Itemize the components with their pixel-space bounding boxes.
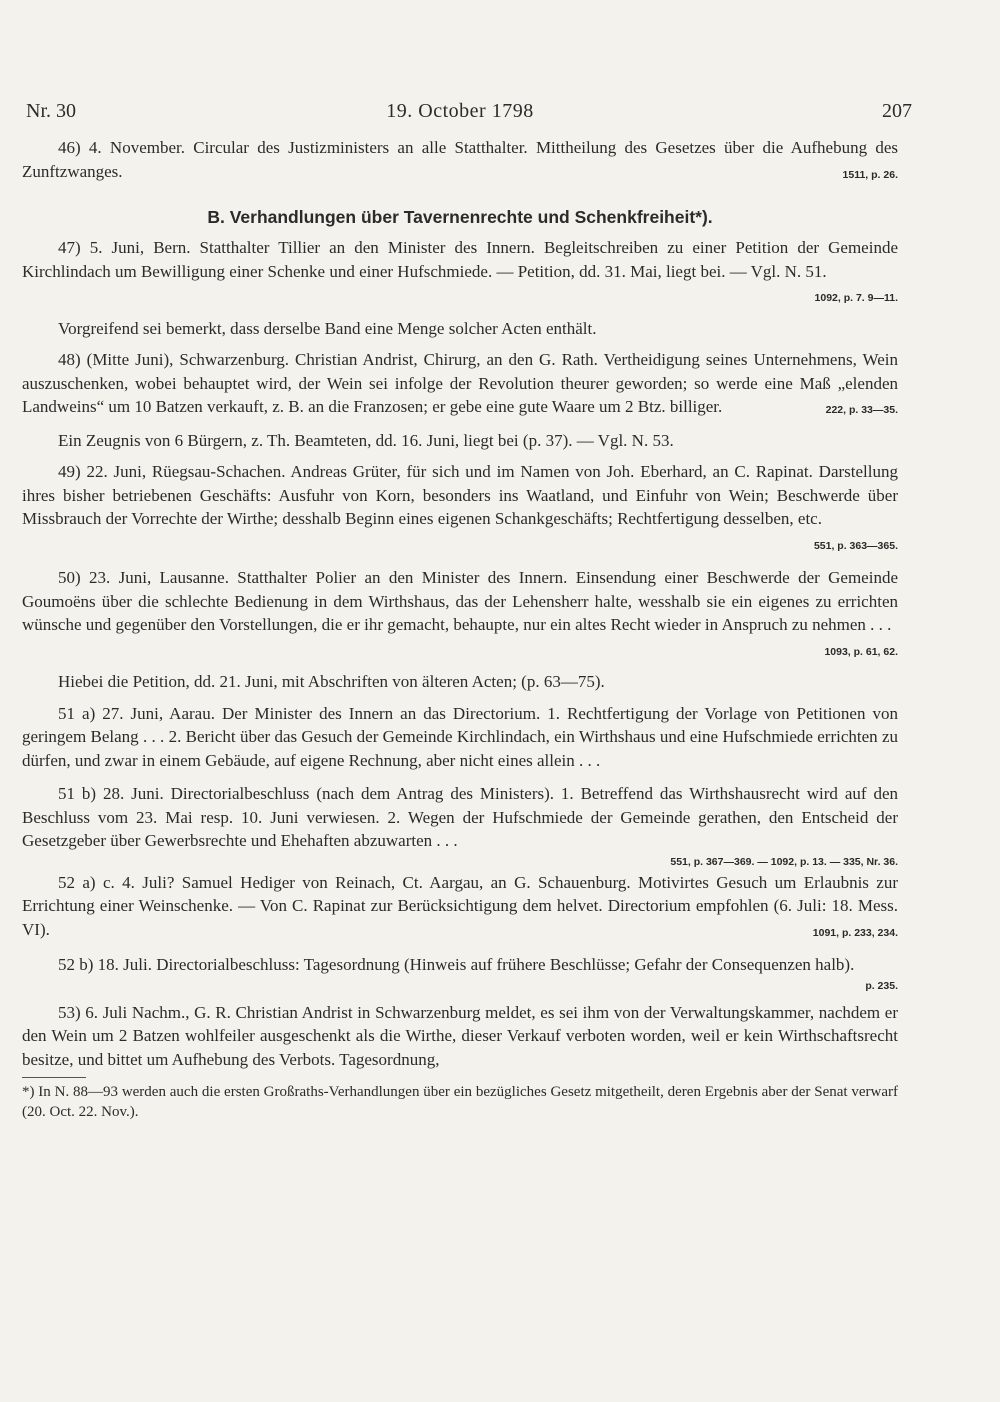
- entry-52b: 52 b) 18. Juli. Directorialbeschluss: Tagesordnung (Hinweis auf frühere Beschlüsse; Gefahr der Consequenzen halb).: [58, 955, 855, 974]
- archive-reference: 551, p. 367—369. — 1092, p. 13. — 335, Nr. 36.: [670, 855, 898, 868]
- entry-50: 50) 23. Juni, Lausanne. Statthalter Polier an den Minister des Innern. Einsendung einer Beschwerde der Gemeinde Goumoëns über die schlechte Bedienung in dem Wirthshaus, das der Lehensherr halte, wesshalb sie ein eigenes zu errichten wünsche und gegenüber den Vorstellungen, die er ihr gemacht, behaupte, nur ein altes Recht wieder in Anspruch zu nehmen . . . 1093, p. 61, 62.: [22, 566, 898, 664]
- archive-reference: 1091, p. 233, 234.: [812, 926, 898, 939]
- entry-51a: 51 a) 27. Juni, Aarau. Der Minister des Innern an das Directorium. 1. Rechtfertigung der Vorlage von Petitionen von geringem Belang . . . 2. Bericht über das Gesuch der Gemeinde Kirchlindach, ein Wirthshaus und eine Hufschmiede errichten zu dürfen, und zwar in einem Gebäude, auf eigene Rechnung, aber nicht eines allein . . .: [22, 703, 898, 770]
- entry-note: Vorgreifend sei bemerkt, dass derselbe Band eine Menge solcher Acten enthält.: [58, 318, 597, 338]
- entry-52a: 52 a) c. 4. Juli? Samuel Hediger von Reinach, Ct. Aargau, an G. Schauenburg. Motivirtes Gesuch um Erlaubnis zur Errichtung einer Weinschenke. — Von C. Rapinat zur Berücksichtigung dem helvet. Directorium empfohlen (6. Juli: 18. Mess. VI). 1091, p. 233, 234.: [22, 871, 898, 946]
- entry-46: 46) 4. November. Circular des Justizministers an alle Statthalter. Mittheilung des Gesetzes über die Aufhebung des Zunftzwanges. 1511, p. 26.: [22, 136, 898, 187]
- document-page: [22, 100, 912, 1122]
- entry-note: Hiebei die Petition, dd. 21. Juni, mit Abschriften von älteren Acten; (p. 63—75).: [58, 672, 605, 691]
- entry-note: Ein Zeugnis von 6 Bürgern, z. Th. Beamteten, dd. 16. Juni, liegt bei (p. 37). — Vgl. N. 53.: [58, 430, 674, 450]
- entry-49: 49) 22. Juni, Rüegsau-Schachen. Andreas Grüter, für sich und im Namen von Joh. Eberhard, an C. Rapinat. Darstellung ihres bisher betriebenen Geschäfts: Ausfuhr von Korn, besonders ins Waatland, und Einfuhr von Wein; Beschwerde über Missbrauch der Vorrechte der Wirthe; desshalb Beginn eines eigenen Schankgeschäfts; Rechtfertigung desselben, etc. 551, p. 363—365.: [22, 460, 898, 558]
- page-header: [22, 100, 912, 130]
- archive-reference: 1092, p. 7. 9—11.: [814, 292, 898, 304]
- footnote-divider: [22, 1077, 86, 1078]
- archive-reference: 551, p. 363—365.: [813, 539, 898, 552]
- section-title: B. Verhandlungen über Tavernenrechte und Schenkfreiheit*).: [207, 207, 713, 227]
- document-date: 19. October 1798: [386, 100, 534, 122]
- footnote: *) In N. 88—93 werden auch die ersten Großraths-Verhandlungen über ein bezügliches Gesetz mitgetheilt, deren Ergebnis aber der Senat verwarf (20. Oct. 22. Nov.).: [22, 1084, 898, 1120]
- archive-reference: p. 235.: [865, 979, 898, 992]
- archive-reference: 1511, p. 26.: [842, 168, 898, 181]
- page-number: 207: [882, 100, 912, 122]
- entry-51b: 51 b) 28. Juni. Directorialbeschluss (nach dem Antrag des Ministers). 1. Betreffend das Wirthshausrecht wird auf den Beschluss vom 23. Mai resp. 10. Juni verwiesen. 2. Wegen der Hufschmiede der Gemeinde gerathen, den Entscheid der Gesetzgeber über Gewerbsrechte und Ehehaften abzuwarten . . .: [22, 784, 898, 850]
- archive-reference: 1093, p. 61, 62.: [824, 645, 898, 658]
- entry-48: 48) (Mitte Juni), Schwarzenburg. Christian Andrist, Chirurg, an den G. Rath. Vertheidigung seines Unternehmens, Wein auszuschenken, wobei behauptet wird, der Wein sei infolge der Revolution theurer geworden; so werde eine Maß „elenden Landweins“ um 10 Batzen verkauft, z. B. an die Franzosen; er gebe eine gute Waare um 2 Btz. billiger. 222, p. 33—35.: [22, 348, 898, 423]
- document-number: Nr. 30: [26, 100, 76, 122]
- entry-53: 53) 6. Juli Nachm., G. R. Christian Andrist in Schwarzenburg meldet, es sei ihm von der Verwaltungskammer, nachdem er den Wein um 2 Batzen wohlfeiler ausgeschenkt als die Wirthe, dieser Verkauf verboten worden, weil er kein Wirthschaftsrecht besitze, und bittet um Aufhebung des Verbots. Tagesordnung,: [22, 1002, 898, 1069]
- archive-reference: 222, p. 33—35.: [825, 404, 898, 416]
- entry-47: 47) 5. Juni, Bern. Statthalter Tillier an den Minister des Innern. Begleitschreiben zu einer Petition der Gemeinde Kirchlindach um Bewilligung einer Schenke und einer Hufschmiede. — Petition, dd. 31. Mai, liegt bei. — Vgl. N. 51. 1092, p. 7. 9—11.: [22, 236, 898, 311]
